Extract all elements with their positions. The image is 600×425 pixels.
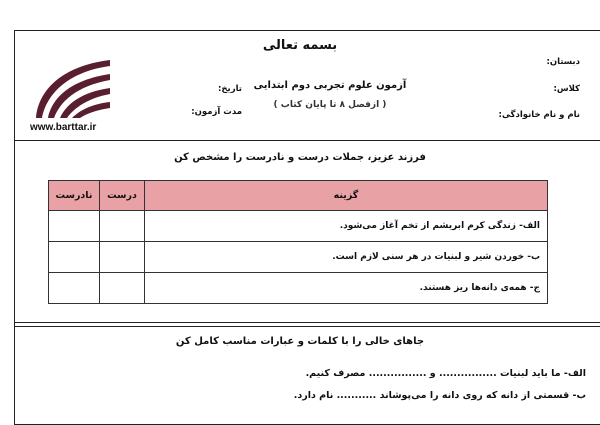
- section-divider: [14, 322, 600, 327]
- statement-cell: ج- همه‌ی دانه‌ها ریز هستند.: [145, 273, 548, 304]
- barttar-logo: [30, 52, 112, 122]
- table-row: [49, 211, 548, 242]
- correct-column-header: درست: [100, 181, 145, 211]
- incorrect-answer-cell[interactable]: [49, 211, 100, 242]
- page-title: بسمه تعالی: [262, 38, 338, 53]
- correct-answer-cell[interactable]: [100, 273, 145, 304]
- header-divider: [14, 140, 600, 141]
- website-url: www.barttar.ir: [30, 122, 97, 133]
- section2-instruction: جاهای خالی را با کلمات و عبارات مناسب کامل کن: [175, 336, 425, 347]
- statement-cell: الف- زندگی کرم ابریشم از تخم آغاز می‌شود.: [145, 211, 548, 242]
- correct-answer-cell[interactable]: [100, 211, 145, 242]
- duration-label: مدت آزمون:: [191, 107, 242, 117]
- exam-range: ( ازفصل ۸ تا پایان کتاب ): [273, 100, 387, 110]
- exam-title: آزمون علوم تجربی دوم ابتدایی: [253, 80, 407, 91]
- statement-cell: ب- خوردن شیر و لبنیات در هر سنی لازم است.: [145, 242, 548, 273]
- school-label: دبستان:: [546, 57, 580, 67]
- true-false-table: [48, 180, 548, 304]
- name-label: نام و نام خانوادگی:: [498, 110, 580, 120]
- class-label: کلاس:: [553, 84, 580, 94]
- fill-blank-item: الف- ما باید لبنیات ................ و ................ مصرف کنیم.: [305, 368, 586, 379]
- table-row: [49, 273, 548, 304]
- incorrect-answer-cell[interactable]: [49, 273, 100, 304]
- correct-answer-cell[interactable]: [100, 242, 145, 273]
- table-header-row: [49, 181, 548, 211]
- date-label: تاریخ:: [218, 84, 242, 94]
- fill-blank-item: ب- قسمتی از دانه که روی دانه را می‌پوشاند ........... نام دارد.: [293, 390, 586, 401]
- incorrect-answer-cell[interactable]: [49, 242, 100, 273]
- section1-instruction: فرزند عزیز، جملات درست و نادرست را مشخص کن: [174, 152, 426, 163]
- incorrect-column-header: نادرست: [49, 181, 100, 211]
- option-column-header: گزینه: [145, 181, 548, 211]
- table-row: [49, 242, 548, 273]
